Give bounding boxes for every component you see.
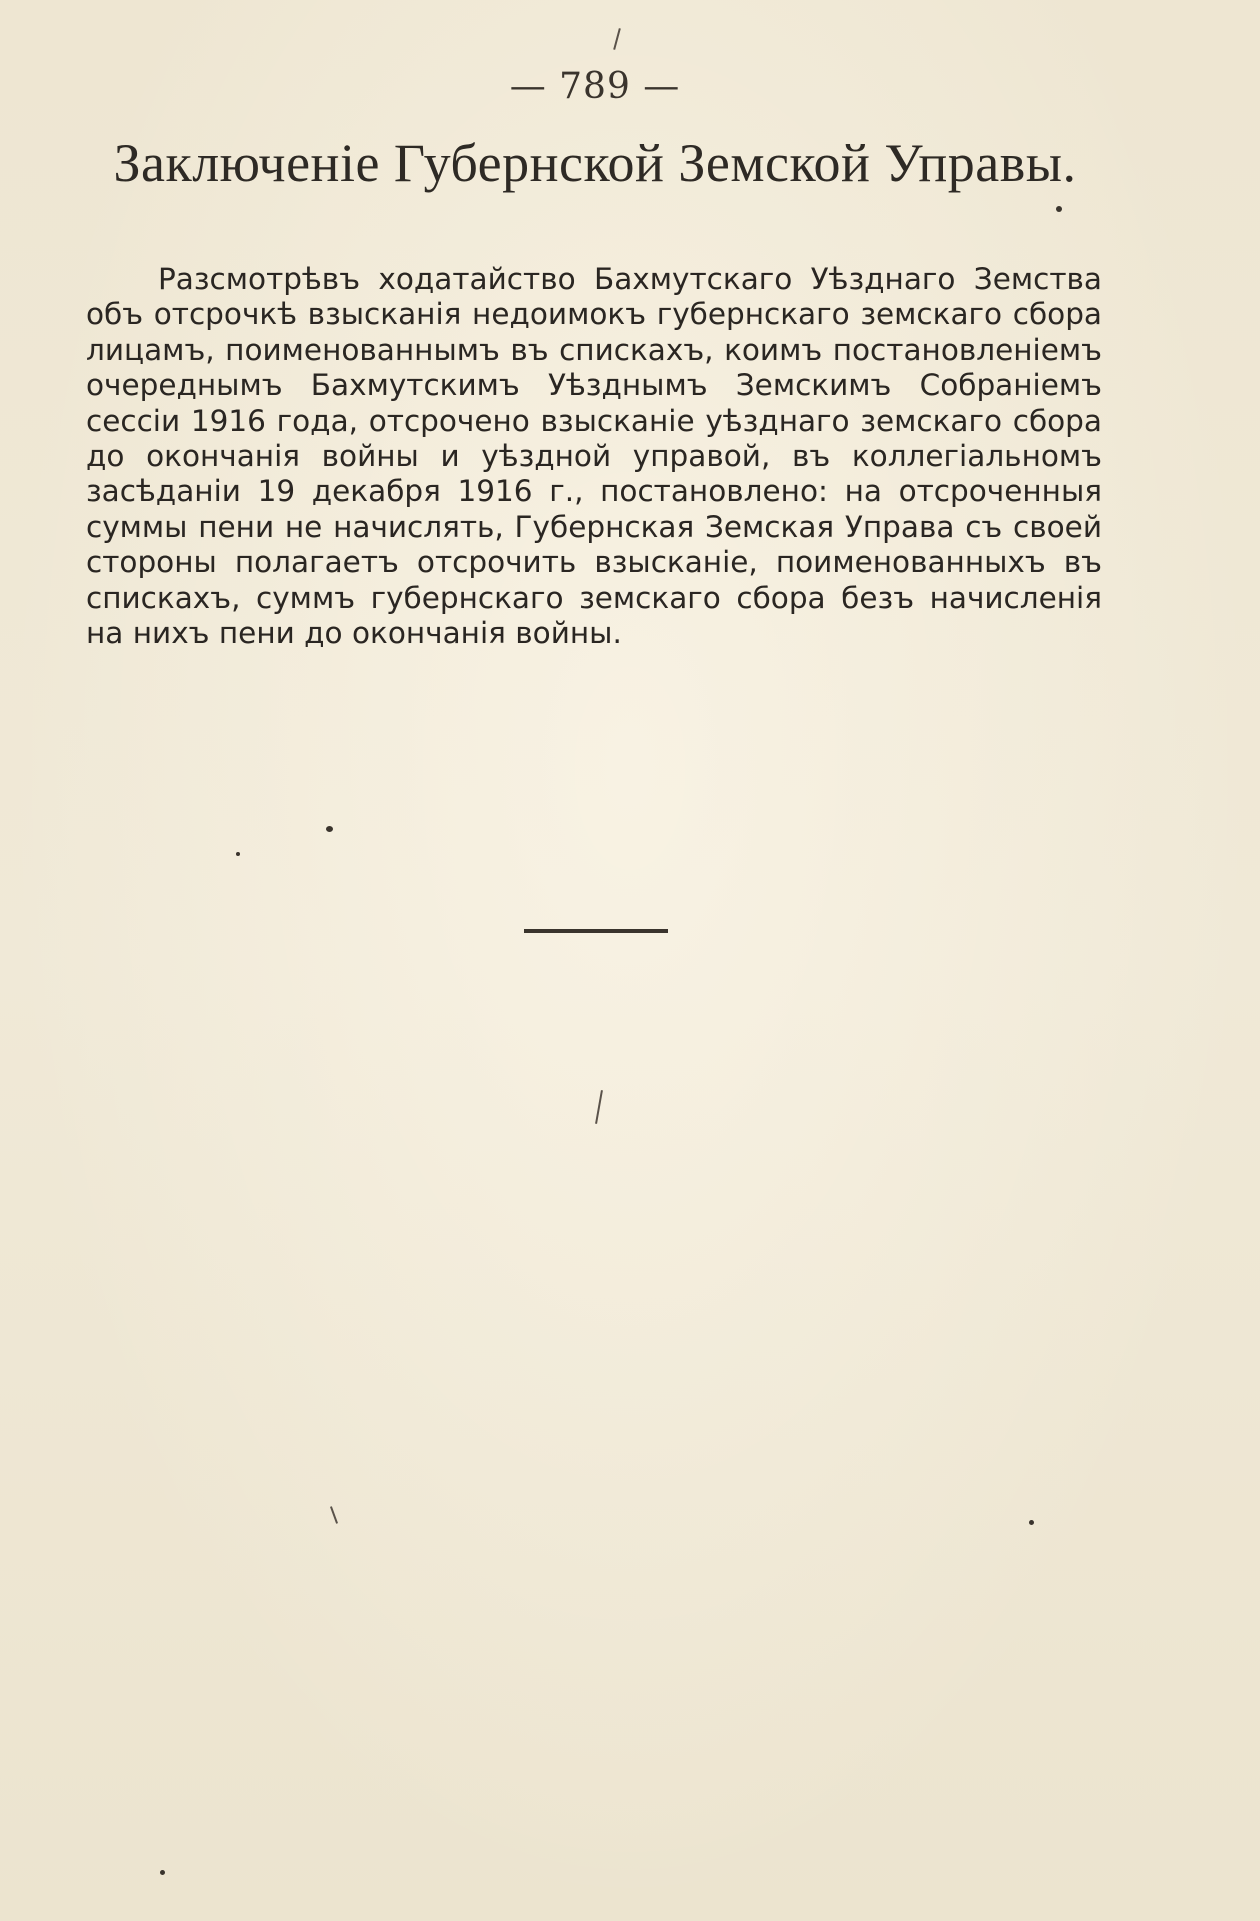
ink-speck <box>236 852 240 856</box>
ink-speck <box>1056 206 1062 212</box>
scan-stroke <box>613 28 621 50</box>
scan-stroke <box>330 1506 338 1524</box>
ink-speck <box>326 826 333 832</box>
section-heading: Заключеніе Губернской Земской Управы. <box>113 133 1077 193</box>
ink-speck <box>1029 1520 1034 1525</box>
scan-stroke <box>595 1090 603 1124</box>
section-divider-rule <box>524 929 668 933</box>
body-paragraph: Разсмотрѣвъ ходатайство Бахмутскаго Уѣзднаго Земства объ отсрочкѣ взысканія недоимокъ губернскаго земскаго сбора лицамъ, поименованнымъ въ спискахъ, коимъ постановленіемъ очереднымъ Бахмутскимъ Уѣзднымъ Земскимъ Собраніемъ сессіи 1916 года, отсрочено взысканіе уѣзднаго земскаго сбора до окончанія войны и уѣздной управой, въ коллегіальномъ засѣданіи 19 декабря 1916 г., постановлено: на отсроченныя суммы пени не начислять, Губернская Земская Управа съ своей стороны полагаетъ отсрочить взысканіе, поименованныхъ въ спискахъ, суммъ губернскаго земскаго сбора безъ начисленія на нихъ пени до окончанія войны. <box>86 262 1102 651</box>
ink-speck <box>160 1870 165 1875</box>
page-number: — 789 — <box>509 66 681 107</box>
